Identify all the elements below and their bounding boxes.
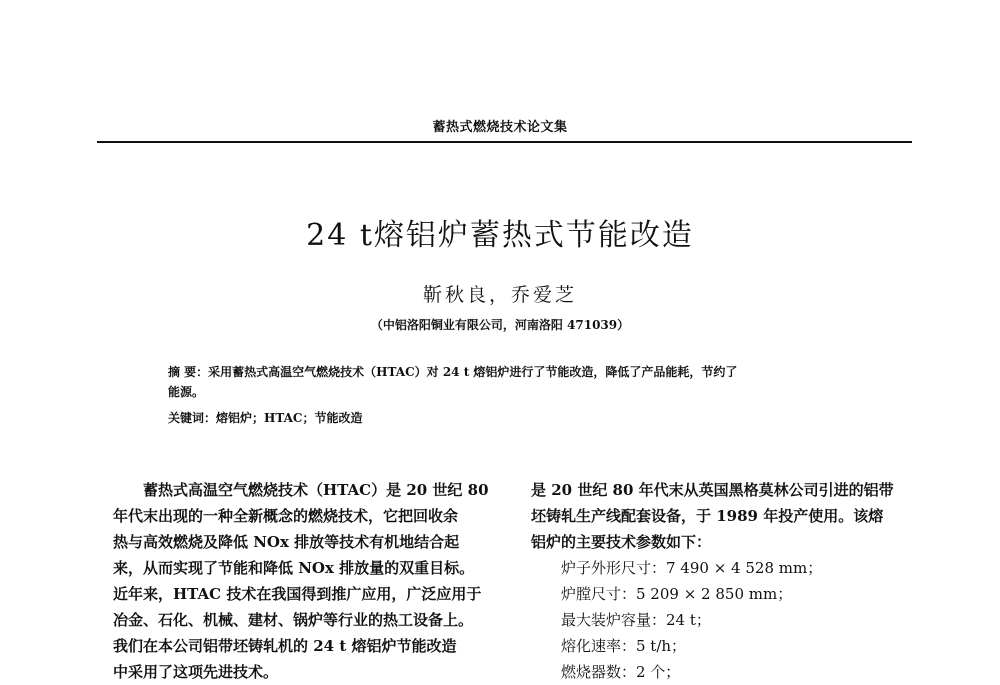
abstract xyxy=(168,362,858,402)
article-title: 24 t熔铝炉蓄热式节能改造 xyxy=(306,218,694,253)
body-text-line: 坯铸轧生产线配套设备，于 1989 年投产使用。该熔 xyxy=(531,507,884,525)
body-text-line: 来，从而实现了节能和降低 NOx 排放量的双重目标。 xyxy=(113,559,475,577)
parameter-item: 熔化速率：5 t/h； xyxy=(561,637,687,655)
body-text-line: 热与高效燃烧及降低 NOx 排放等技术有机地结合起 xyxy=(113,533,460,551)
parameter-item: 最大装炉容量：24 t； xyxy=(561,611,711,629)
abstract-line: 能源。 xyxy=(168,385,205,399)
body-text-line: 铝炉的主要技术参数如下： xyxy=(531,533,712,551)
body-text-line: 是 20 世纪 80 年代末从英国黑格莫林公司引进的铝带 xyxy=(531,481,894,499)
parameter-item: 炉膛尺寸：5 209 × 2 850 mm； xyxy=(561,585,793,603)
article-authors: 靳秋良，乔爱芝 xyxy=(422,284,577,306)
body-right-column xyxy=(531,477,916,685)
body-text-line: 近年来，HTAC 技术在我国得到推广应用，广泛应用于 xyxy=(113,585,482,603)
body-left-column xyxy=(113,477,498,685)
header-rule xyxy=(97,141,912,143)
body-text-line: 我们在本公司铝带坯铸轧机的 24 t 熔铝炉节能改造 xyxy=(113,637,457,655)
running-header: 蓄热式燃烧技术论文集 xyxy=(432,120,568,135)
parameter-item: 炉子外形尺寸：7 490 × 4 528 mm； xyxy=(561,559,823,577)
abstract-line: 摘 要：采用蓄热式高温空气燃烧技术（HTAC）对 24 t 熔铝炉进行了节能改造，降低了产品能耗，节约了 xyxy=(168,365,738,379)
body-text-line: 年代末出现的一种全新概念的燃烧技术，它把回收余 xyxy=(113,507,459,525)
article-affiliation: （中铝洛阳铜业有限公司，河南洛阳 471039） xyxy=(370,318,630,332)
body-text-line: 冶金、石化、机械、建材、锅炉等行业的热工设备上。 xyxy=(113,611,474,629)
body-text-line: 中采用了这项先进技术。 xyxy=(113,663,279,681)
keywords: 关键词：熔铝炉；HTAC；节能改造 xyxy=(168,411,363,425)
body-text-line: 蓄热式高温空气燃烧技术（HTAC）是 20 世纪 80 xyxy=(143,481,489,499)
parameter-item: 燃烧器数：2 个； xyxy=(561,663,681,681)
